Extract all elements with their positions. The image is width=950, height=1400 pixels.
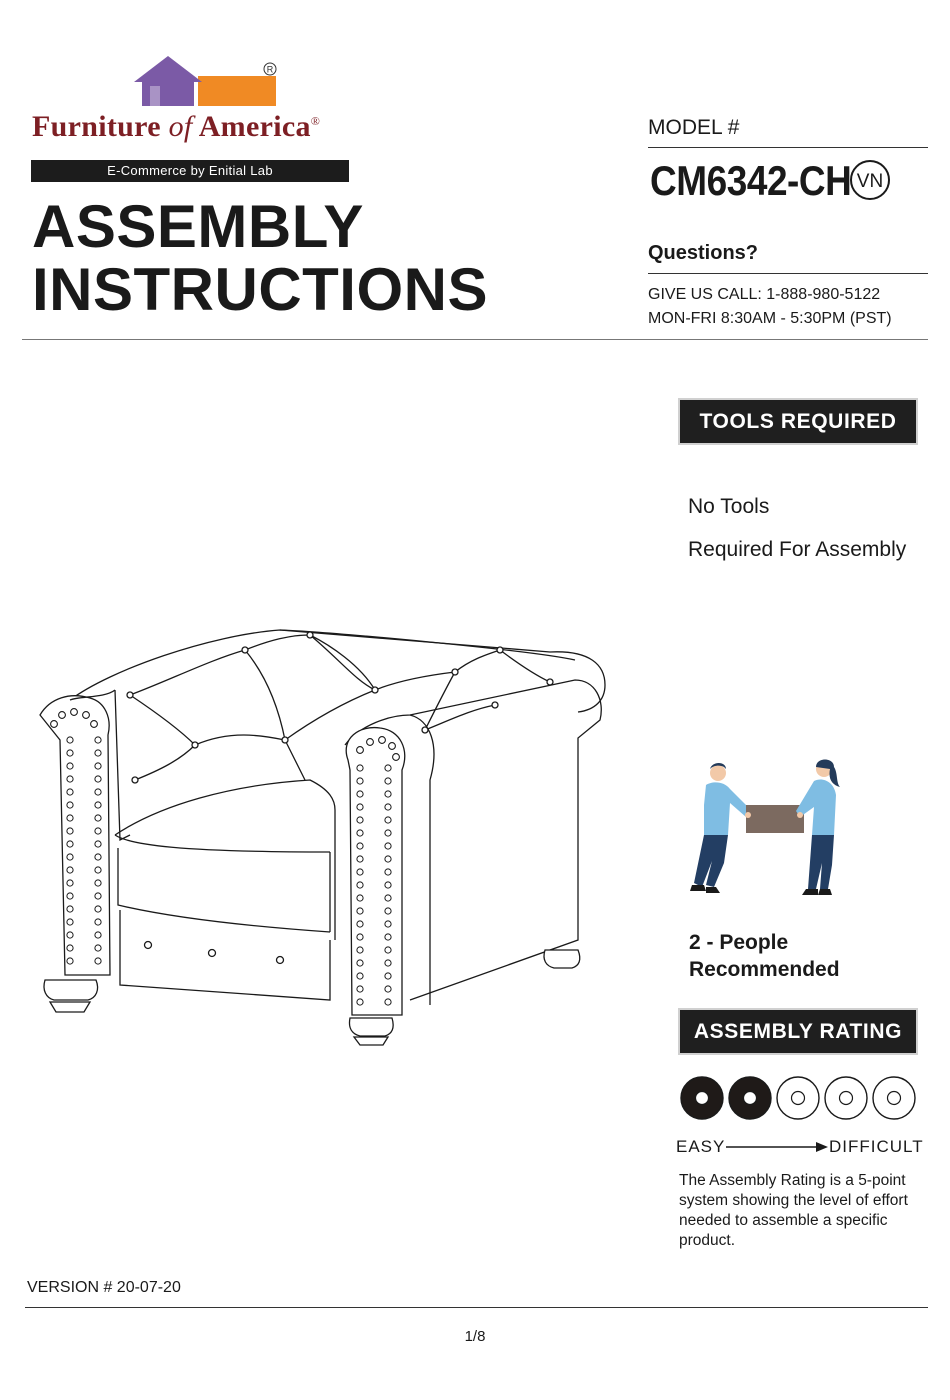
nailhead-trim xyxy=(385,934,391,940)
svg-text:R: R xyxy=(266,64,274,75)
people-line2: Recommended xyxy=(689,958,840,981)
nailhead-trim xyxy=(357,908,363,914)
model-label: MODEL # xyxy=(648,116,740,139)
nailhead-trim xyxy=(95,880,101,886)
model-number: CM6342-CH xyxy=(650,157,852,204)
support-divider xyxy=(648,273,928,274)
nailhead-trim xyxy=(95,750,101,756)
nailhead-trim xyxy=(385,908,391,914)
nailhead-trim xyxy=(67,906,73,912)
nailhead-trim xyxy=(95,854,101,860)
nailhead-trim xyxy=(357,947,363,953)
nailhead-trim xyxy=(67,867,73,873)
rating-description: The Assembly Rating is a 5-point system showing the level of effort needed to assemble a specific product. xyxy=(679,1172,908,1249)
footer-divider xyxy=(25,1307,928,1308)
document-title-line1: ASSEMBLY xyxy=(32,193,364,260)
assembly-rating-scale xyxy=(678,1075,918,1121)
nailhead-trim xyxy=(67,802,73,808)
nailhead-trim xyxy=(95,958,101,964)
nailhead-trim xyxy=(385,960,391,966)
support-hours: MON-FRI 8:30AM - 5:30PM (PST) xyxy=(648,310,892,327)
nailhead-trim xyxy=(357,895,363,901)
nailhead-trim xyxy=(385,895,391,901)
nailhead-trim xyxy=(95,789,101,795)
nailhead-trim xyxy=(95,893,101,899)
nailhead-trim xyxy=(67,841,73,847)
nailhead-trim xyxy=(385,778,391,784)
nailhead-trim xyxy=(67,815,73,821)
document-title-line2: INSTRUCTIONS xyxy=(32,256,488,323)
nailhead-trim xyxy=(385,869,391,875)
nailhead-trim xyxy=(95,867,101,873)
rating-dot-empty xyxy=(825,1077,867,1119)
nailhead-trim xyxy=(67,763,73,769)
brand-tagline: E-Commerce by Enitial Lab xyxy=(31,160,349,182)
nailhead-trim xyxy=(385,843,391,849)
nailhead-trim xyxy=(67,945,73,951)
nailhead-trim xyxy=(357,856,363,862)
nailhead-trim xyxy=(357,765,363,771)
rating-dot-empty xyxy=(873,1077,915,1119)
nailhead-trim xyxy=(357,778,363,784)
nailhead-trim xyxy=(357,830,363,836)
brand-name-end: America xyxy=(198,110,311,143)
nailhead-trim xyxy=(385,882,391,888)
nailhead-trim xyxy=(67,737,73,743)
furniture-of-america-logo-icon xyxy=(130,52,280,112)
model-badge: VN xyxy=(850,160,890,200)
brand-name xyxy=(32,110,320,144)
page-number: 1/8 xyxy=(464,1328,486,1345)
support-heading: Questions? xyxy=(648,242,759,264)
model-divider xyxy=(648,147,928,148)
nailhead-trim xyxy=(67,750,73,756)
nailhead-trim xyxy=(385,791,391,797)
assembly-rating-banner: ASSEMBLY RATING xyxy=(678,1008,918,1055)
nailhead-trim xyxy=(67,789,73,795)
nailhead-trim xyxy=(95,763,101,769)
nailhead-trim xyxy=(95,776,101,782)
nailhead-trim xyxy=(67,919,73,925)
people-line1: 2 - People xyxy=(689,931,789,954)
nailhead-trim xyxy=(385,817,391,823)
nailhead-trim xyxy=(385,921,391,927)
nailhead-trim xyxy=(357,921,363,927)
nailhead-trim xyxy=(385,830,391,836)
nailhead-trim xyxy=(95,919,101,925)
brand-name-main: Furniture xyxy=(32,110,161,143)
rating-dot-filled xyxy=(681,1077,723,1119)
nailhead-trim xyxy=(385,947,391,953)
nailhead-trim xyxy=(357,791,363,797)
header-divider xyxy=(22,339,928,340)
nailhead-trim xyxy=(95,815,101,821)
tufted-chesterfield-chair-icon xyxy=(30,620,610,1050)
nailhead-trim xyxy=(67,776,73,782)
nailhead-trim xyxy=(357,934,363,940)
nailhead-trim xyxy=(357,817,363,823)
nailhead-trim xyxy=(357,882,363,888)
arrow-right-icon xyxy=(726,1139,830,1155)
rating-dot-empty xyxy=(777,1077,819,1119)
rating-dot-filled xyxy=(729,1077,771,1119)
nailhead-trim xyxy=(385,986,391,992)
nailhead-trim xyxy=(67,932,73,938)
registered-mark: ® xyxy=(310,114,321,128)
easy-label: EASY xyxy=(676,1137,726,1156)
nailhead-trim xyxy=(357,973,363,979)
version-number: VERSION # 20-07-20 xyxy=(27,1279,181,1296)
nailhead-trim xyxy=(357,960,363,966)
nailhead-trim xyxy=(357,869,363,875)
nailhead-trim xyxy=(385,973,391,979)
tools-line1: No Tools xyxy=(688,495,770,518)
nailhead-trim xyxy=(95,802,101,808)
nailhead-trim xyxy=(95,932,101,938)
nailhead-trim xyxy=(95,828,101,834)
nailhead-trim xyxy=(95,906,101,912)
nailhead-trim xyxy=(357,843,363,849)
nailhead-trim xyxy=(385,999,391,1005)
nailhead-trim xyxy=(67,893,73,899)
nailhead-trim xyxy=(357,986,363,992)
nailhead-trim xyxy=(95,841,101,847)
two-people-carrying-box-icon xyxy=(676,755,866,905)
nailhead-trim xyxy=(67,880,73,886)
support-phone: GIVE US CALL: 1-888-980-5122 xyxy=(648,286,881,303)
tools-required-banner: TOOLS REQUIRED xyxy=(678,398,918,445)
tools-line2: Required For Assembly xyxy=(688,538,907,561)
nailhead-trim xyxy=(95,737,101,743)
nailhead-trim xyxy=(385,804,391,810)
difficult-label: DIFFICULT xyxy=(829,1137,924,1156)
brand-name-of: of xyxy=(168,110,193,143)
nailhead-trim xyxy=(385,765,391,771)
nailhead-trim xyxy=(95,945,101,951)
nailhead-trim xyxy=(67,854,73,860)
nailhead-trim xyxy=(385,856,391,862)
nailhead-trim xyxy=(357,999,363,1005)
nailhead-trim xyxy=(67,958,73,964)
nailhead-trim xyxy=(67,828,73,834)
nailhead-trim xyxy=(357,804,363,810)
